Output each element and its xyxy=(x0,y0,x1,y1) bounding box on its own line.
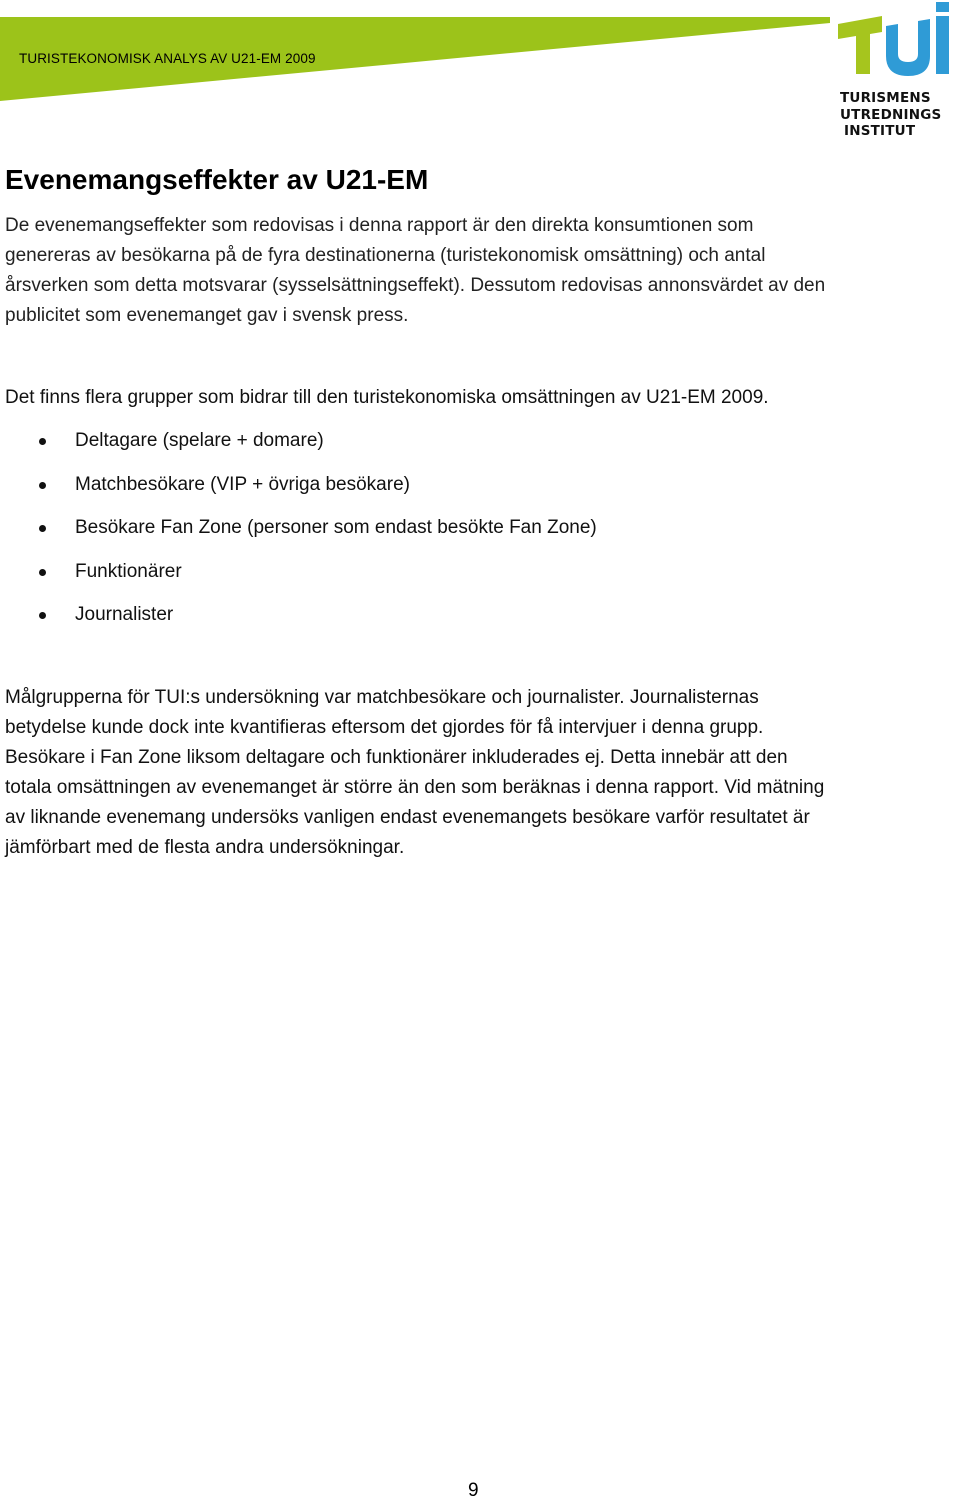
list-item xyxy=(0,426,597,470)
list-item xyxy=(0,513,597,557)
tui-logo-wordmark xyxy=(840,90,958,140)
text-line: genereras av besökarna på de fyra destinationerna (turistekonomisk omsättning) och antal xyxy=(5,245,766,266)
page-number: 9 xyxy=(468,1480,479,1501)
text-line: Det finns flera grupper som bidrar till den turistekonomiska omsättningen av U21-EM 2009. xyxy=(5,387,769,408)
text-line: Målgrupperna för TUI:s undersökning var matchbesökare och journalister. Journalisternas xyxy=(5,687,759,708)
list-item xyxy=(0,600,597,644)
bullet-icon xyxy=(39,482,46,489)
logo-line-2: UTREDNINGS xyxy=(840,106,942,123)
closing-paragraph xyxy=(5,683,950,863)
groups-list xyxy=(0,426,597,644)
groups-intro-paragraph xyxy=(5,383,950,413)
list-item-label: Journalister xyxy=(75,604,174,625)
tui-logo xyxy=(832,2,958,138)
logo-line-1: TURISMENS xyxy=(840,90,931,106)
text-line: De evenemangseffekter som redovisas i denna rapport är den direkta konsumtionen som xyxy=(5,215,754,236)
text-line: Besökare i Fan Zone liksom deltagare och funktionärer inkluderades ej. Detta innebär att den xyxy=(5,747,788,768)
tui-logo-icon xyxy=(832,2,958,88)
text-line: publicitet som evenemanget gav i svensk press. xyxy=(5,305,409,326)
logo-line-3: INSTITUT xyxy=(844,123,916,139)
list-item xyxy=(0,470,597,514)
intro-paragraph xyxy=(5,211,950,331)
list-item-label: Funktionärer xyxy=(75,560,182,582)
list-item-label: Deltagare (spelare + domare) xyxy=(75,430,324,451)
bullet-icon xyxy=(39,525,46,532)
text-line: jämförbart med de flesta andra undersökningar. xyxy=(5,837,405,858)
bullet-icon xyxy=(39,569,46,576)
text-line: totala omsättningen av evenemanget är större än den som beräknas i denna rapport. Vid mätning xyxy=(5,777,825,798)
text-line: av liknande evenemang undersöks vanligen endast evenemangets besökare varför resultatet är xyxy=(5,807,810,828)
running-header: TURISTEKONOMISK ANALYS AV U21-EM 2009 xyxy=(19,51,316,66)
text-line: betydelse kunde dock inte kvantifieras eftersom det gjordes för få intervjuer i denna grupp. xyxy=(5,717,764,738)
bullet-icon xyxy=(39,438,46,445)
list-item-label: Besökare Fan Zone (personer som endast besökte Fan Zone) xyxy=(75,517,597,538)
section-heading: Evenemangseffekter av U21-EM xyxy=(5,164,429,195)
list-item-label: Matchbesökare (VIP + övriga besökare) xyxy=(75,473,410,495)
text-line: årsverken som detta motsvarar (sysselsättningseffekt). Dessutom redovisas annonsvärdet av den xyxy=(5,275,826,296)
bullet-icon xyxy=(39,612,46,619)
list-item xyxy=(0,557,597,601)
